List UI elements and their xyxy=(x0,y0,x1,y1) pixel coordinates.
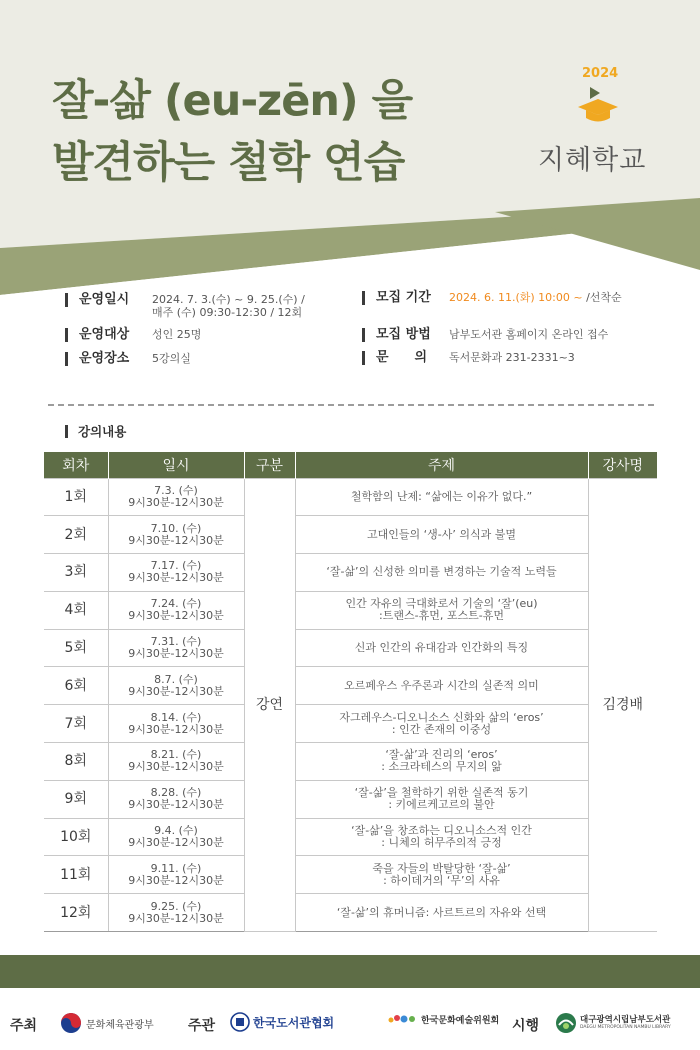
host-label: 주최 xyxy=(10,1018,38,1034)
info-value: 성인 25명 xyxy=(152,328,202,341)
info-recruit-method xyxy=(362,326,608,344)
session-number: 2회 xyxy=(44,516,108,554)
header-type: 구분 xyxy=(244,452,295,478)
session-datetime: 8.21. (수) 9시30분-12시30분 xyxy=(108,743,244,781)
header-session: 회차 xyxy=(44,452,108,478)
schedule-table xyxy=(44,452,657,932)
table-row xyxy=(44,780,657,818)
session-type: 강연 xyxy=(244,478,295,932)
session-topic: 죽을 자들의 박탈당한 ‘잘-삶’ : 하이데거의 ‘무’의 사유 xyxy=(295,856,588,894)
session-number: 11회 xyxy=(44,856,108,894)
session-datetime: 9.4. (수) 9시30분-12시30분 xyxy=(108,818,244,856)
session-datetime: 9.25. (수) 9시30분-12시30분 xyxy=(108,894,244,932)
info-label: 운영대상 xyxy=(79,327,130,342)
session-datetime: 7.24. (수) 9시30분-12시30분 xyxy=(108,591,244,629)
school-logo xyxy=(538,66,658,176)
session-topic: ‘잘-삶’의 신성한 의미를 변경하는 기술적 노력들 xyxy=(295,554,588,592)
dashed-divider xyxy=(48,404,654,406)
session-number: 12회 xyxy=(44,894,108,932)
footer-credits xyxy=(0,1004,700,1042)
info-label: 모집 기간 xyxy=(376,290,431,305)
table-row xyxy=(44,554,657,592)
table-header-row xyxy=(44,452,657,478)
organizer-label: 주관 xyxy=(188,1018,216,1034)
session-topic: 오르페우스 우주론과 시간의 실존적 의미 xyxy=(295,667,588,705)
session-topic: ‘잘-삶’과 진리의 ‘eros’ : 소크라테스의 무지의 앎 xyxy=(295,743,588,781)
sponsor-logo: 한국문화예술위원회 xyxy=(388,1012,499,1026)
info-inquiry xyxy=(362,349,575,367)
info-value: 남부도서관 홈페이지 온라인 접수 xyxy=(449,328,609,341)
session-number: 8회 xyxy=(44,743,108,781)
session-datetime: 7.3. (수) 9시30분-12시30분 xyxy=(108,478,244,516)
header-datetime: 일시 xyxy=(108,452,244,478)
info-value: 5강의실 xyxy=(152,352,191,365)
host-logo: 문화체육관광부 xyxy=(60,1012,154,1034)
lecture-section-label: 강의내용 xyxy=(65,422,126,440)
library-association-icon xyxy=(230,1012,250,1032)
taegeuk-icon xyxy=(60,1012,82,1034)
lecturer-name: 김경배 xyxy=(588,478,657,932)
table-row xyxy=(44,629,657,667)
school-name: 지혜학교 xyxy=(538,145,647,176)
session-datetime: 8.14. (수) 9시30분-12시30분 xyxy=(108,705,244,743)
table-row xyxy=(44,667,657,705)
table-row xyxy=(44,705,657,743)
info-recruit-period xyxy=(362,289,622,307)
session-number: 6회 xyxy=(44,667,108,705)
session-datetime: 7.31. (수) 9시30분-12시30분 xyxy=(108,629,244,667)
arts-council-icon xyxy=(388,1012,418,1026)
session-topic: 고대인들의 ‘생-사’ 의식과 불멸 xyxy=(295,516,588,554)
table-row xyxy=(44,894,657,932)
table-row xyxy=(44,591,657,629)
info-label: 운영장소 xyxy=(79,351,130,366)
info-location xyxy=(65,350,191,368)
session-number: 9회 xyxy=(44,780,108,818)
executor-label: 시행 xyxy=(512,1018,540,1034)
footer-band xyxy=(0,955,700,988)
info-value: 2024. 7. 3.(수) ~ 9. 25.(수) / 매주 (수) 09:30-12:30 / 12회 xyxy=(152,293,305,319)
session-datetime: 9.11. (수) 9시30분-12시30분 xyxy=(108,856,244,894)
info-value: 독서문화과 231-2331~3 xyxy=(449,351,575,364)
session-number: 5회 xyxy=(44,629,108,667)
info-label: 운영일시 xyxy=(79,292,130,307)
table-row xyxy=(44,743,657,781)
session-topic: 신과 인간의 유대감과 인간화의 특징 xyxy=(295,629,588,667)
session-topic: ‘잘-삶’을 철학하기 위한 실존적 동기 : 키에르케고르의 불안 xyxy=(295,780,588,818)
session-number: 3회 xyxy=(44,554,108,592)
session-datetime: 7.10. (수) 9시30분-12시30분 xyxy=(108,516,244,554)
title-line-2: 발견하는 철학 연습 xyxy=(52,138,405,188)
header-topic: 주제 xyxy=(295,452,588,478)
session-topic: 철학함의 난제: “삶에는 이유가 없다.” xyxy=(295,478,588,516)
session-topic: 인간 자유의 극대화로서 기술의 ‘잘’(eu) :트랜스-휴먼, 포스트-휴먼 xyxy=(295,591,588,629)
school-year: 2024 xyxy=(582,66,619,81)
session-topic: ‘잘-삶’을 창조하는 디오니소스적 인간 : 니체의 허무주의적 긍정 xyxy=(295,818,588,856)
session-number: 1회 xyxy=(44,478,108,516)
title-line-1: 잘-삶 (eu-zēn) 을 xyxy=(52,76,413,126)
session-topic: ‘잘-삶’의 휴머니즘: 사르트르의 자유와 선택 xyxy=(295,894,588,932)
info-operation-date xyxy=(65,291,305,319)
table-row xyxy=(44,516,657,554)
header-lecturer: 강사명 xyxy=(588,452,657,478)
session-number: 7회 xyxy=(44,705,108,743)
info-value: 2024. 6. 11.(화) 10:00 ~ /선착순 xyxy=(449,291,622,304)
graduation-cap-icon xyxy=(576,85,620,127)
executor-logo: 대구광역시립남부도서관 DAEGU METROPOLITAN NAMBU LIBRARY xyxy=(555,1012,671,1034)
session-number: 4회 xyxy=(44,591,108,629)
table-row xyxy=(44,478,657,516)
session-datetime: 7.17. (수) 9시30분-12시30분 xyxy=(108,554,244,592)
info-label: 모집 방법 xyxy=(376,327,431,342)
info-target xyxy=(65,326,201,344)
nambu-library-icon xyxy=(555,1012,577,1034)
session-number: 10회 xyxy=(44,818,108,856)
organizer-logo: 한국도서관협회 xyxy=(230,1012,334,1032)
session-topic: 자그레우스-디오니소스 신화와 삶의 ‘eros’ : 인간 존재의 이중성 xyxy=(295,705,588,743)
session-datetime: 8.7. (수) 9시30분-12시30분 xyxy=(108,667,244,705)
table-row xyxy=(44,818,657,856)
session-datetime: 8.28. (수) 9시30분-12시30분 xyxy=(108,780,244,818)
table-row xyxy=(44,856,657,894)
info-label: 문 의 xyxy=(376,350,428,365)
